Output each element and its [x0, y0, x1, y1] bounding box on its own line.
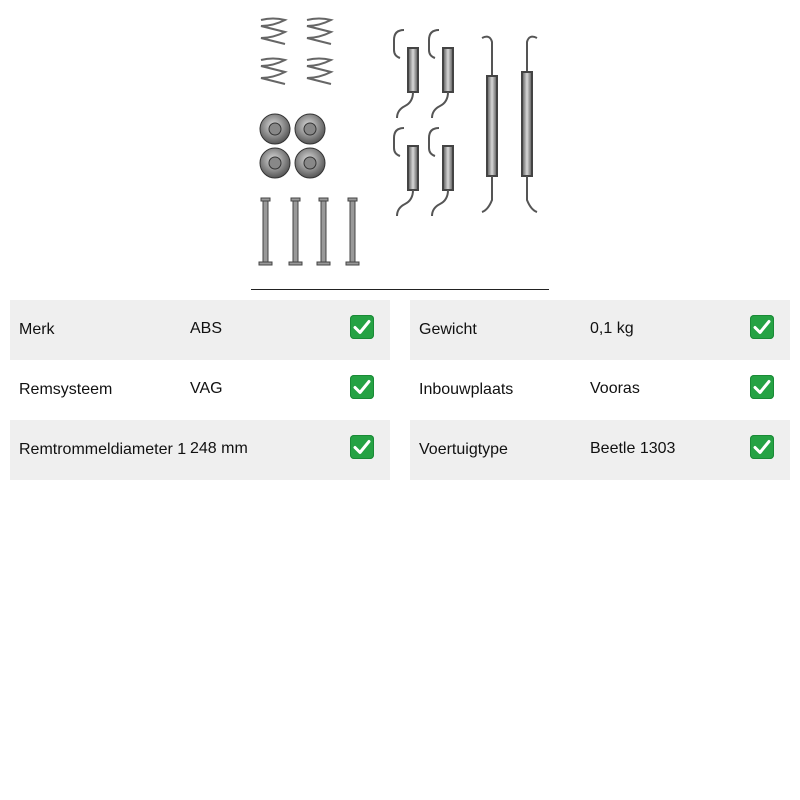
spec-label: Inbouwplaats [419, 381, 514, 398]
spec-label: Voertuigtype [419, 441, 508, 458]
spec-label: Remtrommeldiameter 1 [19, 441, 187, 458]
spec-label: Gewicht [419, 321, 477, 338]
spec-row [10, 420, 390, 480]
spec-row [410, 360, 790, 420]
hold-down-pin [259, 198, 359, 265]
check-mark-icon [750, 315, 774, 339]
image-divider [251, 289, 549, 290]
spec-label: Remsysteem [19, 381, 113, 398]
tension-spring-long [482, 37, 537, 212]
spec-value: ABS [190, 320, 223, 337]
product-image [251, 8, 549, 290]
spec-label: Merk [19, 321, 55, 338]
spec-value: Beetle 1303 [590, 440, 676, 457]
spec-table-left [10, 300, 390, 480]
check-mark-icon [350, 375, 374, 399]
spring-cap [260, 114, 325, 178]
spec-value: 248 mm [190, 440, 248, 457]
spec-row [10, 300, 390, 360]
check-mark-icon [750, 435, 774, 459]
compression-spring [261, 19, 331, 85]
spec-row [410, 420, 790, 480]
check-mark-icon [750, 375, 774, 399]
spec-value: VAG [190, 380, 223, 397]
check-mark-icon [350, 315, 374, 339]
tension-spring-short [394, 30, 453, 216]
spec-value: 0,1 kg [590, 320, 634, 337]
check-mark-icon [350, 435, 374, 459]
spec-value: Vooras [590, 380, 640, 397]
spec-row [10, 360, 390, 420]
spec-table-right [410, 300, 790, 480]
spec-row [410, 300, 790, 360]
